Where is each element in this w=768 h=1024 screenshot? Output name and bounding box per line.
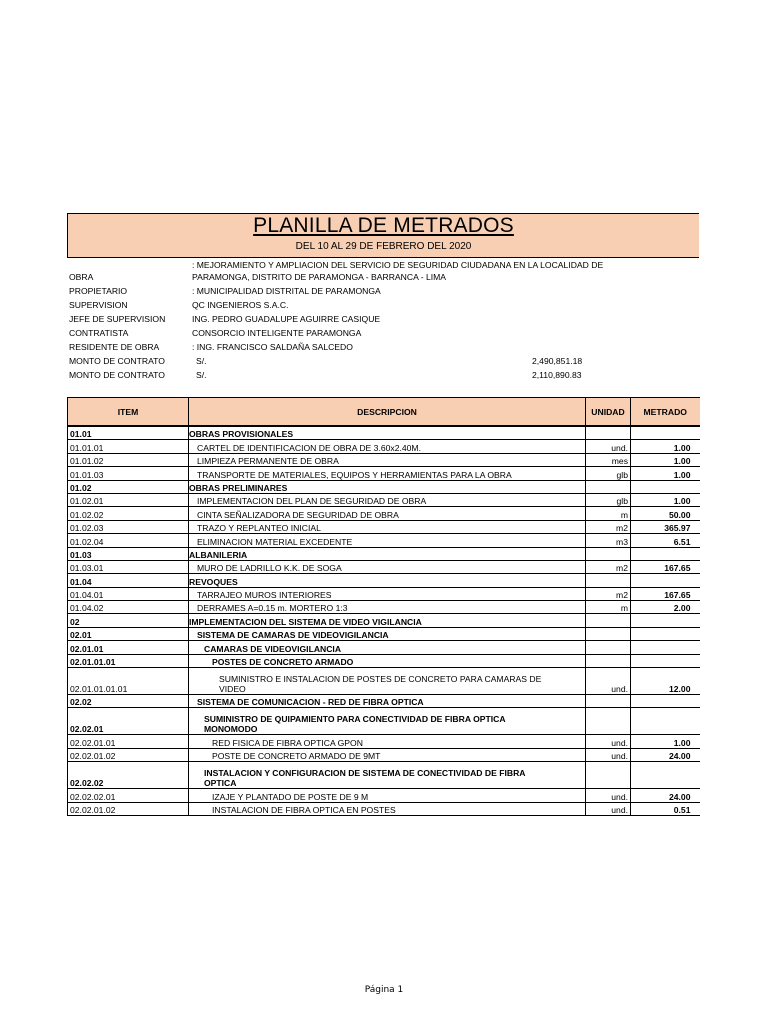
- contratista-value: CONSORCIO INTELIGENTE PARAMONGA: [192, 328, 362, 338]
- row-unit: [586, 574, 631, 587]
- row-metrado: 12.00: [631, 668, 700, 695]
- row-unit: [586, 708, 631, 735]
- row-unit: und.: [586, 735, 631, 748]
- row-description-text: POSTE DE CONCRETO ARMADO DE 9MT: [212, 751, 381, 762]
- row-unit: m3: [586, 534, 631, 547]
- table-row: [68, 534, 700, 547]
- row-unit: und.: [586, 440, 631, 453]
- row-unit: mes: [586, 453, 631, 466]
- row-item-code: 01.01: [68, 426, 189, 440]
- row-description: [189, 480, 586, 493]
- row-description-text: OBRAS PROVISIONALES: [189, 429, 294, 440]
- table-row: [68, 480, 700, 493]
- row-metrado: [631, 547, 700, 560]
- row-description: [189, 547, 586, 560]
- contratista-label: CONTRATISTA: [69, 328, 129, 338]
- row-item-code: 01.01.01: [68, 440, 189, 453]
- row-item-code: 02.02.02.01: [68, 789, 189, 802]
- monto2-currency: S/.: [196, 370, 207, 380]
- row-unit: [586, 654, 631, 667]
- row-item-code: 01.04.01: [68, 587, 189, 600]
- row-description: [189, 560, 586, 573]
- row-item-code: 01.03: [68, 547, 189, 560]
- row-metrado: 1.00: [631, 467, 700, 480]
- info-contratista: [69, 328, 701, 342]
- row-unit: glb: [586, 493, 631, 506]
- row-metrado: [631, 614, 700, 627]
- row-description: [189, 467, 586, 480]
- row-description: [189, 627, 586, 640]
- info-monto-1: [69, 356, 701, 370]
- row-item-code: 02.02.01.01: [68, 735, 189, 748]
- row-unit: [586, 426, 631, 440]
- row-item-code: 01.01.03: [68, 467, 189, 480]
- row-description: [189, 534, 586, 547]
- table-row: [68, 440, 700, 453]
- table-row: [68, 641, 700, 654]
- row-description-text: DERRAMES A=0.15 m. MORTERO 1:3: [197, 603, 348, 614]
- row-description-text: REVOQUES: [189, 576, 238, 587]
- table-row: [68, 802, 700, 815]
- row-description: [189, 587, 586, 600]
- row-description: [189, 493, 586, 506]
- monto1-label: MONTO DE CONTRATO: [69, 356, 165, 366]
- row-description-text: SISTEMA DE CAMARAS DE VIDEOVIGILANCIA: [197, 630, 389, 641]
- residente-value: : ING. FRANCISCO SALDAÑA SALCEDO: [192, 342, 353, 352]
- header-unidad: UNIDAD: [586, 398, 631, 427]
- obra-value-line2: PARAMONGA, DISTRITO DE PARAMONGA - BARRANCA - LIMA: [192, 272, 447, 282]
- row-item-code: 01.02: [68, 480, 189, 493]
- row-description-text: SUMINISTRO E INSTALACION DE POSTES DE CONCRETO PARA CAMARAS DE VIDEO: [219, 674, 542, 695]
- row-metrado: 167.65: [631, 587, 700, 600]
- propietario-value: : MUNICIPALIDAD DISTRITAL DE PARAMONGA: [192, 286, 381, 296]
- row-unit: glb: [586, 467, 631, 480]
- row-item-code: 02: [68, 614, 189, 627]
- row-unit: m2: [586, 520, 631, 533]
- row-description: [189, 748, 586, 761]
- table-row: [68, 520, 700, 533]
- row-description: [189, 574, 586, 587]
- row-description-text: ELIMINACION MATERIAL EXCEDENTE: [197, 536, 353, 547]
- propietario-label: PROPIETARIO: [69, 286, 128, 296]
- row-description: [189, 668, 586, 695]
- table-row: [68, 587, 700, 600]
- header-metrado: METRADO: [631, 398, 700, 427]
- table-row: [68, 735, 700, 748]
- row-description: [189, 708, 586, 735]
- project-info: [69, 260, 701, 378]
- row-description-text: INSTALACION DE FIBRA OPTICA EN POSTES: [212, 804, 396, 815]
- row-description-text: RED FISICA DE FIBRA OPTICA GPON: [212, 737, 363, 748]
- row-unit: [586, 627, 631, 640]
- info-residente: [69, 342, 701, 356]
- row-item-code: 02.01.01.01: [68, 654, 189, 667]
- jefe-label: JEFE DE SUPERVISION: [69, 314, 166, 324]
- row-unit: [586, 614, 631, 627]
- row-unit: m: [586, 507, 631, 520]
- row-metrado: 50.00: [631, 507, 700, 520]
- table-row: [68, 614, 700, 627]
- row-description: [189, 735, 586, 748]
- row-description-text: CINTA SEÑALIZADORA DE SEGURIDAD DE OBRA: [197, 509, 399, 520]
- row-item-code: 02.01.01.01.01: [68, 668, 189, 695]
- page-number: Página 1: [364, 985, 404, 995]
- table-row: [68, 426, 700, 440]
- monto2-label: MONTO DE CONTRATO: [69, 370, 165, 380]
- row-metrado: 1.00: [631, 440, 700, 453]
- row-unit: [586, 480, 631, 493]
- row-unit: m: [586, 601, 631, 614]
- residente-label: RESIDENTE DE OBRA: [69, 342, 160, 352]
- table-row: [68, 493, 700, 506]
- row-metrado: 167.65: [631, 560, 700, 573]
- table-row: [68, 467, 700, 480]
- row-description-text: INSTALACION Y CONFIGURACION DE SISTEMA DE CONECTIVIDAD DE FIBRA OPTICA: [204, 768, 526, 789]
- row-item-code: 02.01.01: [68, 641, 189, 654]
- row-metrado: 1.00: [631, 735, 700, 748]
- row-item-code: 01.02.03: [68, 520, 189, 533]
- row-unit: m2: [586, 587, 631, 600]
- jefe-value: ING. PEDRO GUADALUPE AGUIRRE CASIQUE: [192, 314, 381, 324]
- table-row: [68, 453, 700, 466]
- row-description-text: TARRAJEO MUROS INTERIORES: [197, 590, 332, 601]
- row-metrado: 24.00: [631, 748, 700, 761]
- row-metrado: [631, 480, 700, 493]
- table-row: [68, 708, 700, 735]
- row-unit: und.: [586, 748, 631, 761]
- table-row: [68, 560, 700, 573]
- row-description-text: TRANSPORTE DE MATERIALES, EQUIPOS Y HERRAMIENTAS PARA LA OBRA: [197, 469, 512, 480]
- report-period: DEL 10 AL 29 DE FEBRERO DEL 2020: [295, 241, 472, 252]
- row-description-text: MURO DE LADRILLO K.K. DE SOGA: [197, 563, 342, 574]
- row-metrado: [631, 654, 700, 667]
- row-item-code: 01.04.02: [68, 601, 189, 614]
- header-descripcion: DESCRIPCION: [189, 398, 586, 427]
- row-unit: [586, 762, 631, 789]
- row-metrado: 2.00: [631, 601, 700, 614]
- row-unit: [586, 695, 631, 708]
- row-description-text: ALBANILERIA: [189, 549, 248, 560]
- row-description: [189, 641, 586, 654]
- table-row: [68, 695, 700, 708]
- info-supervision: [69, 300, 701, 314]
- row-item-code: 02.01: [68, 627, 189, 640]
- row-item-code: 01.02.04: [68, 534, 189, 547]
- row-description-text: OBRAS PRELIMINARES: [189, 482, 288, 493]
- row-item-code: 01.02.02: [68, 507, 189, 520]
- obra-value-line1: : MEJORAMIENTO Y AMPLIACION DEL SERVICIO DE SEGURIDAD CIUDADANA EN LA LOCALIDAD DE: [192, 260, 604, 270]
- row-description-text: POSTES DE CONCRETO ARMADO: [212, 657, 354, 668]
- row-metrado: [631, 762, 700, 789]
- row-metrado: [631, 426, 700, 440]
- row-metrado: 365.97: [631, 520, 700, 533]
- table-row: [68, 748, 700, 761]
- metrados-table: [67, 397, 700, 816]
- row-description: [189, 789, 586, 802]
- row-metrado: [631, 708, 700, 735]
- table-row: [68, 507, 700, 520]
- row-description-text: SISTEMA DE COMUNICACION - RED DE FIBRA OPTICA: [197, 697, 424, 708]
- row-item-code: 02.02: [68, 695, 189, 708]
- row-description: [189, 426, 586, 440]
- table-row: [68, 654, 700, 667]
- row-description: [189, 695, 586, 708]
- table-row: [68, 574, 700, 587]
- row-unit: und.: [586, 789, 631, 802]
- row-description: [189, 614, 586, 627]
- monto1-amount: 2,490,851.18: [532, 356, 583, 366]
- row-description: [189, 654, 586, 667]
- row-unit: m2: [586, 560, 631, 573]
- row-description: [189, 762, 586, 789]
- monto1-currency: S/.: [196, 356, 207, 366]
- row-item-code: 02.02.01: [68, 708, 189, 735]
- row-unit: und.: [586, 802, 631, 815]
- row-metrado: 0.51: [631, 802, 700, 815]
- obra-label: OBRA: [69, 272, 94, 282]
- row-description-text: LIMPIEZA PERMANENTE DE OBRA: [197, 456, 339, 467]
- table-row: [68, 547, 700, 560]
- table-row: [68, 789, 700, 802]
- row-metrado: [631, 574, 700, 587]
- table-row: [68, 627, 700, 640]
- table-header-row: [68, 398, 700, 427]
- monto2-amount: 2,110,890.83: [532, 370, 582, 380]
- row-description-text: IMPLEMENTACION DEL PLAN DE SEGURIDAD DE OBRA: [197, 496, 427, 507]
- row-description-text: IMPLEMENTACION DEL SISTEMA DE VIDEO VIGILANCIA: [189, 616, 422, 627]
- row-description: [189, 520, 586, 533]
- row-description: [189, 507, 586, 520]
- row-item-code: 01.01.02: [68, 453, 189, 466]
- row-unit: [586, 641, 631, 654]
- row-description: [189, 453, 586, 466]
- row-description: [189, 440, 586, 453]
- row-metrado: [631, 627, 700, 640]
- table-row: [68, 668, 700, 695]
- supervision-label: SUPERVISION: [69, 300, 128, 310]
- row-description-text: TRAZO Y REPLANTEO INICIAL: [197, 523, 321, 534]
- row-item-code: 02.02.01.02: [68, 748, 189, 761]
- supervision-value: QC INGENIEROS S.A.C.: [192, 300, 289, 310]
- row-item-code: 01.03.01: [68, 560, 189, 573]
- header-item: ITEM: [68, 398, 189, 427]
- row-metrado: 1.00: [631, 453, 700, 466]
- table-row: [68, 601, 700, 614]
- row-description: [189, 802, 586, 815]
- row-metrado: 1.00: [631, 493, 700, 506]
- row-unit: [586, 547, 631, 560]
- table-row: [68, 762, 700, 789]
- row-unit: und.: [586, 668, 631, 695]
- row-description-text: SUMINISTRO DE QUIPAMIENTO PARA CONECTIVIDAD DE FIBRA OPTICA MONOMODO: [204, 714, 506, 735]
- info-propietario: [69, 286, 701, 300]
- row-metrado: [631, 641, 700, 654]
- table-body: [68, 426, 700, 815]
- report-header: [67, 213, 699, 258]
- row-item-code: 01.04: [68, 574, 189, 587]
- info-obra-line2: [69, 272, 701, 282]
- row-item-code: 01.02.01: [68, 493, 189, 506]
- row-metrado: 24.00: [631, 789, 700, 802]
- report-title: PLANILLA DE METRADOS: [253, 214, 514, 237]
- row-description-text: CAMARAS DE VIDEOVIGILANCIA: [204, 643, 342, 654]
- info-obra-line1: [69, 260, 701, 270]
- row-description-text: IZAJE Y PLANTADO DE POSTE DE 9 M: [212, 791, 369, 802]
- row-metrado: [631, 695, 700, 708]
- info-monto-2: [69, 370, 701, 384]
- info-jefe: [69, 314, 701, 328]
- row-metrado: 6.51: [631, 534, 700, 547]
- row-item-code: 02.02.02: [68, 762, 189, 789]
- row-description: [189, 601, 586, 614]
- row-item-code: 02.02.01.02: [68, 802, 189, 815]
- row-description-text: CARTEL DE IDENTIFICACION DE OBRA DE 3.60x2.40M.: [197, 442, 421, 453]
